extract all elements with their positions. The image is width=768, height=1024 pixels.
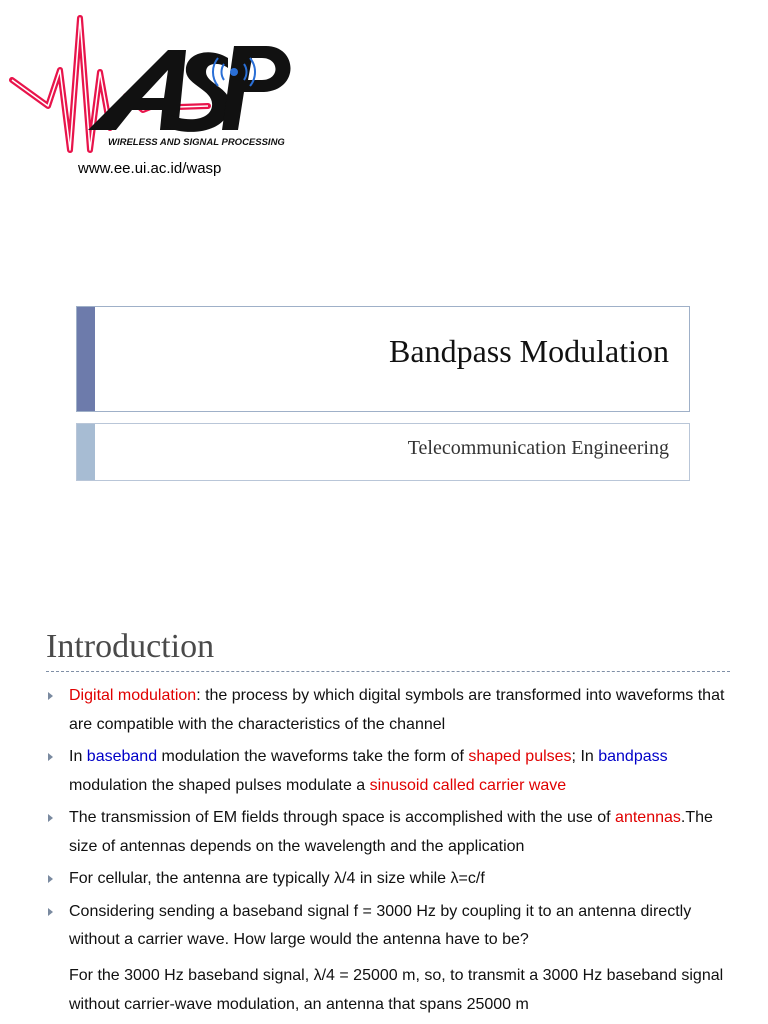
bullet-term: Digital modulation bbox=[69, 687, 197, 704]
bullet-cellular bbox=[46, 865, 736, 894]
bullet-text: ; In bbox=[571, 748, 599, 765]
bullet-list bbox=[46, 682, 736, 959]
title-box bbox=[76, 306, 690, 412]
bullet-text: Considering sending a baseband signal f = 3000 Hz by coupling it to an antenna directly without a carrier wave. How large would the antenna have to be? bbox=[69, 902, 692, 948]
bullet-term: sinusoid called carrier wave bbox=[369, 776, 567, 794]
bullet-arrow-icon bbox=[48, 692, 53, 700]
subtitle-accent-bar bbox=[77, 424, 95, 480]
bullet-arrow-icon bbox=[48, 814, 53, 822]
bullet-term: shaped pulses bbox=[468, 748, 572, 765]
answer-paragraph: For the 3000 Hz baseband signal, λ/4 = 25000 m, so, to transmit a 3000 Hz baseband signal without carrier-wave modulation, an antenna that spans 25000 m bbox=[69, 967, 724, 1013]
bullet-arrow-icon bbox=[48, 875, 53, 883]
subtitle-box bbox=[76, 423, 690, 481]
wasp-logo bbox=[8, 10, 308, 160]
bullet-text: The transmission of EM fields through space is accomplished with the use of bbox=[69, 809, 616, 826]
bullet-antennas bbox=[46, 804, 736, 861]
website-url: www.ee.ui.ac.id/wasp bbox=[78, 160, 222, 177]
bullet-text: modulation the shaped pulses modulate a bbox=[69, 776, 370, 794]
bullet-term: baseband bbox=[86, 748, 158, 765]
heading-divider bbox=[46, 671, 730, 672]
slide-title: Bandpass Modulation bbox=[389, 333, 669, 369]
bullet-text: : the process by which digital symbols are transformed into waveforms that are compatible with the characteristics of the channel bbox=[69, 687, 725, 733]
title-accent-bar bbox=[77, 307, 95, 411]
introduction-slide bbox=[0, 600, 768, 1024]
bullet-text: .The size of antennas depends on the wavelength and the application bbox=[69, 809, 713, 855]
bullet-baseband-bandpass bbox=[46, 743, 736, 800]
bullet-digital-modulation bbox=[46, 682, 736, 739]
bullet-term: bandpass bbox=[598, 748, 668, 765]
slide-subtitle: Telecommunication Engineering bbox=[407, 437, 669, 459]
bullet-example-question bbox=[46, 898, 736, 955]
bullet-arrow-icon bbox=[48, 908, 53, 916]
bullet-text: modulation the waveforms take the form of bbox=[157, 748, 469, 765]
bullet-term: antennas bbox=[615, 809, 681, 826]
bullet-text: For cellular, the antenna are typically λ/4 in size while λ=c/f bbox=[69, 870, 485, 887]
intro-heading: Introduction bbox=[46, 628, 215, 665]
bullet-arrow-icon bbox=[48, 753, 53, 761]
bullet-text: In bbox=[69, 748, 87, 765]
logo-tagline: WIRELESS AND SIGNAL PROCESSING bbox=[108, 137, 285, 148]
logo-graphic bbox=[8, 10, 308, 160]
